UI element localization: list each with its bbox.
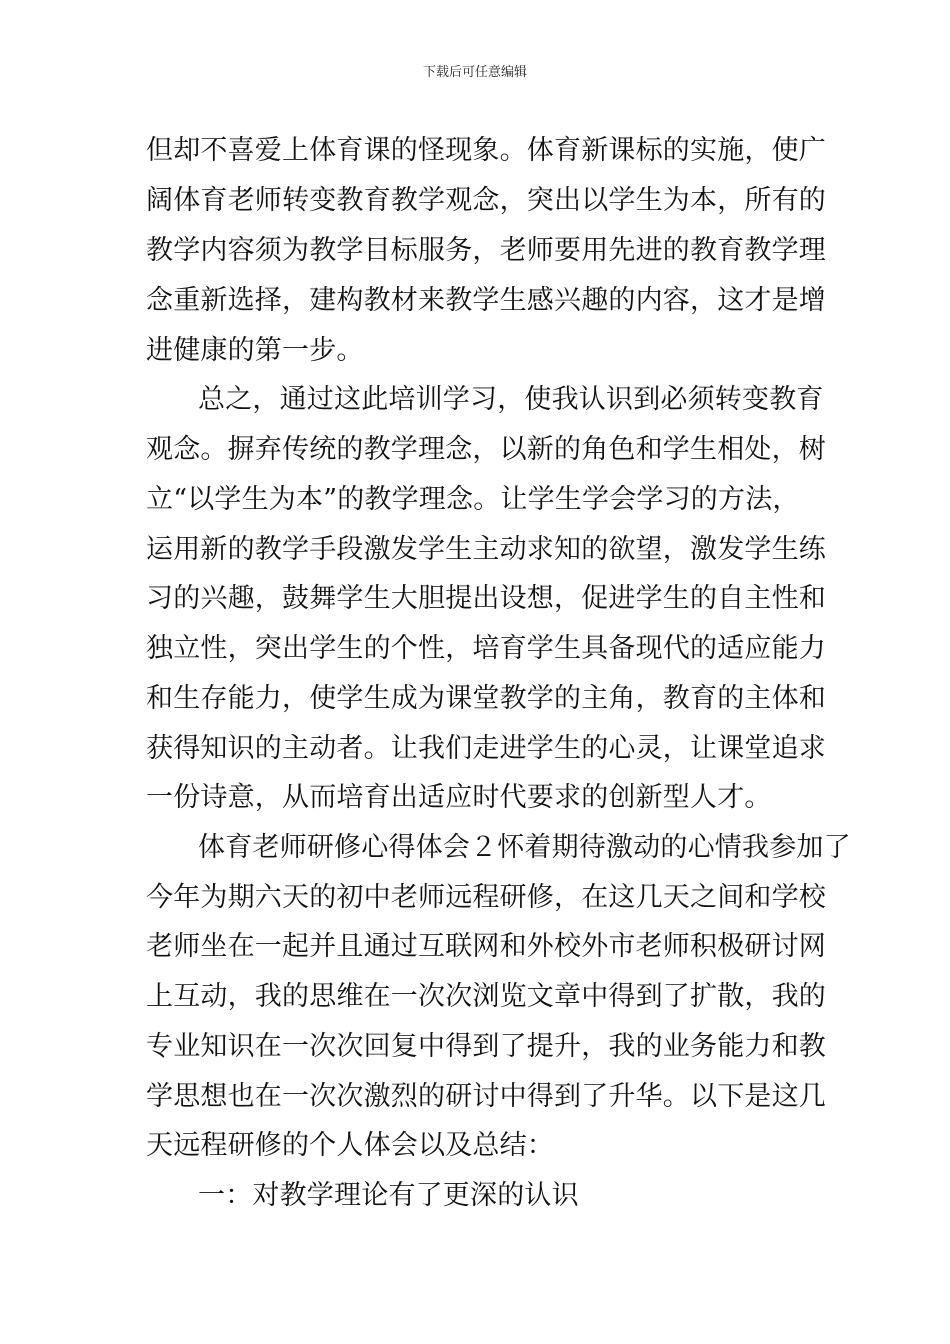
text-line: 习的兴趣，鼓舞学生大胆提出设想，促进学生的自主性和 [146, 583, 826, 614]
text-line: 阔体育老师转变教育教学观念，突出以学生为本，所有的 [146, 185, 826, 216]
text-line: 独立性，突出学生的个性，培育学生具备现代的适应能力 [146, 633, 826, 664]
text-line: 老师坐在一起并且通过互联网和外校外市老师积极研讨网 [146, 931, 826, 962]
text-line: 运用新的教学手段激发学生主动求知的欲望，激发学生练 [146, 534, 826, 565]
text-line: 念重新选择，建构教材来教学生感兴趣的内容，这才是增 [146, 285, 826, 316]
text-line: 专业知识在一次次回复中得到了提升，我的业务能力和教 [146, 1031, 826, 1062]
text-line: 获得知识的主动者。让我们走进学生的心灵，让课堂追求 [146, 733, 826, 764]
text-line: 天远程研修的个人体会以及总结： [146, 1130, 554, 1161]
text-line: 立“以学生为本”的教学理念。让学生学会学习的方法， [146, 484, 800, 515]
text-line: 学思想也在一次次激烈的研讨中得到了升华。以下是这几 [146, 1081, 826, 1112]
text-line: 但却不喜爱上体育课的怪现象。体育新课标的实施，使广 [146, 135, 826, 166]
text-line: 今年为期六天的初中老师远程研修，在这几天之间和学校 [146, 882, 826, 913]
text-line: 上互动，我的思维在一次次浏览文章中得到了扩散，我的 [146, 981, 826, 1012]
text-line: 进健康的第一步。 [146, 335, 364, 366]
text-line: 观念。摒弃传统的教学理念，以新的角色和学生相处，树 [146, 434, 826, 465]
text-line: 教学内容须为教学目标服务，老师要用先进的教育教学理 [146, 235, 826, 266]
page-header: 下载后可任意编辑 [422, 65, 527, 80]
text-line: 一：对教学理论有了更深的认识 [198, 1180, 579, 1211]
text-line: 体育老师研修心得体会２怀着期待激动的心情我参加了 [198, 832, 851, 863]
text-line: 一份诗意，从而培育出适应时代要求的创新型人才。 [146, 782, 772, 813]
text-line: 总之，通过这此培训学习，使我认识到必须转变教育 [198, 384, 824, 415]
text-line: 和生存能力，使学生成为课堂教学的主角，教育的主体和 [146, 683, 826, 714]
